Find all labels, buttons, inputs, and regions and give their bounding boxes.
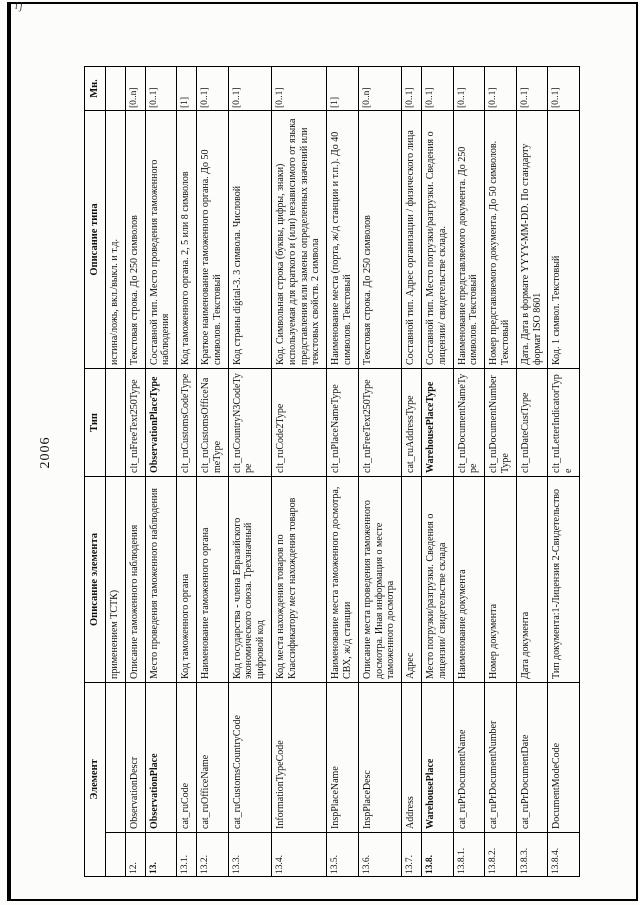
cell-multiplicity: [1] — [327, 67, 359, 111]
cell-element-name: cat_ruCode — [177, 683, 197, 833]
cell-type-desc: Составной тип. Место погрузки/разгрузки. Сведения о лицензии/ свидетельстве склада. — [422, 111, 454, 369]
cell-type-desc: Код. 1 символ. Текстовый — [548, 111, 580, 369]
cell-element-name: cat_ruCustomsCountryCode — [228, 683, 271, 833]
cell-multiplicity: [0..1] — [422, 67, 454, 111]
cell-element-desc: применением ТСТК) — [106, 477, 126, 683]
cell-number: 13.7. — [402, 833, 422, 877]
cell-type-name: WarehousePlaceType — [422, 369, 454, 477]
cell-element-name: ObservationPlace — [145, 683, 177, 833]
cell-type-desc: Код страны digital-3. 3 символа. Числовой — [228, 111, 271, 369]
cell-element-name: WarehousePlace — [422, 683, 454, 833]
cell-type-desc: Дата. Дата в формате YYYY-MM-DD. По стандарту формат ISO 8601 — [516, 111, 548, 369]
cell-element-name: InspPlaceDesc — [358, 683, 401, 833]
table-row — [272, 67, 327, 877]
cell-number: 13.5. — [327, 833, 359, 877]
cell-element-name: cat_ruPrDocumentNumber — [485, 683, 517, 833]
cell-multiplicity: [0..n] — [358, 67, 401, 111]
cell-number: 13.4. — [272, 833, 327, 877]
table-row — [106, 67, 126, 877]
cell-number — [106, 833, 126, 877]
cell-multiplicity: [0..1] — [145, 67, 177, 111]
cell-type-name: clt_ruLetterIndicatorType — [548, 369, 580, 477]
cell-type-desc: Текстовая строка. До 250 символов — [125, 111, 145, 369]
table-row — [485, 67, 517, 877]
cell-number: 13.6. — [358, 833, 401, 877]
table-row — [422, 67, 454, 877]
cell-multiplicity: [0..1] — [516, 67, 548, 111]
table-row — [327, 67, 359, 877]
cell-type-name: clt_ruDocumentNameType — [453, 369, 485, 477]
cell-multiplicity: [0..1] — [453, 67, 485, 111]
cell-number: 13.8.1. — [453, 833, 485, 877]
table-row — [402, 67, 422, 877]
cell-element-desc: Место проведения таможенного наблюдения — [145, 477, 177, 683]
cell-element-desc: Наименование документа — [453, 477, 485, 683]
cell-element-name: cat_ruOfficeName — [197, 683, 229, 833]
cell-type-name: clt_ruCustomsCodeType — [177, 369, 197, 477]
cell-multiplicity: [0..1] — [228, 67, 271, 111]
cell-type-desc: Код. Символьная строка (буквы, цифры, знаки) используемая для краткого и (или) независимого от языка представления или замены определенных значений или текстовых свойств. 2 символа — [272, 111, 327, 369]
col-header-element-desc: Описание элемента — [85, 477, 106, 683]
cell-element-desc: Описание таможенного наблюдения — [125, 477, 145, 683]
cell-type-desc: Составной тип. Место проведения таможенного наблюдения — [145, 111, 177, 369]
cell-element-desc: Код места нахождения товаров по Классификатору мест нахождения товаров — [272, 477, 327, 683]
cell-type-name: clt_ruCode2Type — [272, 369, 327, 477]
table-row — [358, 67, 401, 877]
cell-type-desc: Наименование места (порта, ж/д станции и т.п.). До 40 символов. Текстовый — [327, 111, 359, 369]
cell-number: 13.8.4. — [548, 833, 580, 877]
table-row — [145, 67, 177, 877]
cell-type-desc: истина/ложь, вкл./выкл. и т.д. — [106, 111, 126, 369]
cell-element-desc: Адрес — [402, 477, 422, 683]
cell-element-desc: Номер документа — [485, 477, 517, 683]
cell-type-name: cat_ruAddressType — [402, 369, 422, 477]
cell-element-desc: Тип документа:1-Лицензия 2-Свидетельство — [548, 477, 580, 683]
cell-element-desc: Наименование места таможенного досмотра, СВХ, ж/д станции — [327, 477, 359, 683]
cell-type-desc: Текстовая строка. До 250 символов — [358, 111, 401, 369]
cell-multiplicity: [0..1] — [485, 67, 517, 111]
cell-type-desc: Краткое наименование таможенного органа. До 50 символов. Текстовый — [197, 111, 229, 369]
cell-multiplicity — [106, 67, 126, 111]
cell-type-desc: Составной тип. Адрес организации / физического лица — [402, 111, 422, 369]
cell-type-name: clt_ruCountryN3CodeType — [228, 369, 271, 477]
cell-multiplicity: [0..1] — [548, 67, 580, 111]
cell-element-name: InspPlaceName — [327, 683, 359, 833]
corner-artifact: ij — [15, 1, 25, 12]
table-body — [106, 67, 580, 877]
cell-number: 12. — [125, 833, 145, 877]
cell-type-name: clt_ruDateCustType — [516, 369, 548, 477]
cell-type-name: clt_ruFreeText250Type — [125, 369, 145, 477]
table-header-row — [85, 67, 106, 877]
cell-multiplicity: [1] — [177, 67, 197, 111]
page-number: 2006 — [38, 436, 53, 469]
cell-number: 13.2. — [197, 833, 229, 877]
cell-element-name: Address — [402, 683, 422, 833]
table-row — [228, 67, 271, 877]
cell-type-name: clt_ruPlaceNameType — [327, 369, 359, 477]
cell-type-name: clt_ruFreeText250Type — [358, 369, 401, 477]
cell-number: 13.1. — [177, 833, 197, 877]
cell-multiplicity: [0..1] — [272, 67, 327, 111]
table-row — [197, 67, 229, 877]
cell-type-desc: Код таможенного органа. 2, 5 или 8 символов — [177, 111, 197, 369]
cell-multiplicity: [0..n] — [125, 67, 145, 111]
cell-element-desc: Место погрузки/разгрузки. Сведения о лицензии/ свидетельстве склада — [422, 477, 454, 683]
col-header-element: Элемент — [85, 683, 106, 877]
col-header-type-desc: Описание типа — [85, 111, 106, 369]
cell-number: 13.3. — [228, 833, 271, 877]
cell-element-name: cat_ruPrDocumentDate — [516, 683, 548, 833]
cell-multiplicity: [0..1] — [402, 67, 422, 111]
cell-element-desc: Наименование таможенного органа — [197, 477, 229, 683]
spec-table — [84, 66, 580, 877]
cell-number: 13. — [145, 833, 177, 877]
table-row — [548, 67, 580, 877]
col-header-type: Тип — [85, 369, 106, 477]
cell-element-desc: Описание места проведения таможенного досмотра. Иная информация о месте таможенного досмотра — [358, 477, 401, 683]
cell-element-desc: Код государства - члена Евразийского экономического союза. Трехзначный цифровой код — [228, 477, 271, 683]
cell-type-name: clt_ruCustomsOfficeNameType — [197, 369, 229, 477]
cell-type-name: clt_ruDocumentNumberType — [485, 369, 517, 477]
cell-type-name — [106, 369, 126, 477]
cell-element-name: cat_ruPrDocumentName — [453, 683, 485, 833]
cell-type-desc: Номер представляемого документа. До 50 символов. Текстовый — [485, 111, 517, 369]
cell-element-name: DocumentModeCode — [548, 683, 580, 833]
cell-element-desc: Код таможенного органа — [177, 477, 197, 683]
table-row — [125, 67, 145, 877]
cell-number: 13.8.3. — [516, 833, 548, 877]
cell-multiplicity: [0..1] — [197, 67, 229, 111]
cell-type-desc: Наименование представляемого документа. До 250 символов. Текстовый — [453, 111, 485, 369]
cell-element-name: ObservationDescr — [125, 683, 145, 833]
cell-number: 13.8. — [422, 833, 454, 877]
cell-number: 13.8.2. — [485, 833, 517, 877]
cell-element-desc: Дата документа — [516, 477, 548, 683]
cell-element-name: InformationTypeCode — [272, 683, 327, 833]
table-row — [453, 67, 485, 877]
cell-element-name — [106, 683, 126, 833]
col-header-mult: Мн. — [85, 67, 106, 111]
cell-type-name: ObservationPlaceType — [145, 369, 177, 477]
table-row — [516, 67, 548, 877]
table-row — [177, 67, 197, 877]
